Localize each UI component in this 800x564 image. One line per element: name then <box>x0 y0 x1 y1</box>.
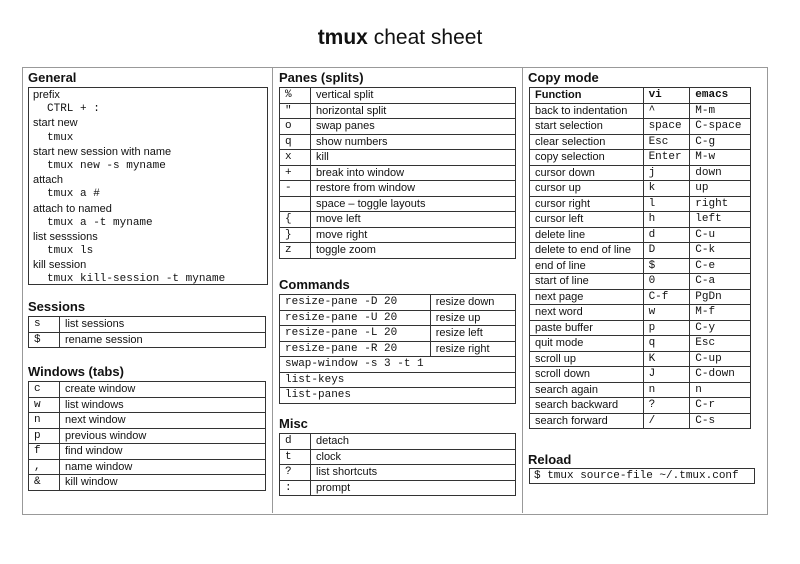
command-cell: resize-pane -D 20 <box>280 295 431 311</box>
general-command: tmux kill-session -t myname <box>47 273 226 286</box>
table-row <box>530 382 751 398</box>
description-cell: resize right <box>430 341 515 357</box>
function-cell: cursor right <box>530 196 644 212</box>
table-row <box>530 165 751 181</box>
table-row <box>280 165 516 181</box>
general-label: prefix <box>33 89 60 101</box>
vi-key-cell: K <box>643 351 690 367</box>
command-cell: list-keys <box>280 372 516 388</box>
table-row <box>530 103 751 119</box>
table-row <box>280 449 516 465</box>
page-title: tmux cheat sheet <box>317 26 483 49</box>
general-box <box>28 87 268 285</box>
vi-key-cell: h <box>643 212 690 228</box>
description-cell: kill window <box>60 475 266 491</box>
key-cell: z <box>280 243 311 259</box>
general-label: attach <box>33 174 63 187</box>
function-cell: cursor left <box>530 212 644 228</box>
general-command: tmux new -s myname <box>47 159 166 172</box>
function-cell: back to indentation <box>530 103 644 119</box>
table-row <box>530 212 751 228</box>
misc-table <box>279 433 516 496</box>
table-row <box>280 434 516 450</box>
description-cell: kill <box>311 150 516 166</box>
table-row <box>29 382 266 398</box>
function-cell: scroll up <box>530 351 644 367</box>
key-cell: c <box>29 382 60 398</box>
description-cell: vertical split <box>311 88 516 104</box>
function-cell: next word <box>530 305 644 321</box>
key-cell: : <box>280 480 311 496</box>
key-cell: + <box>280 165 311 181</box>
function-cell: scroll down <box>530 367 644 383</box>
emacs-key-cell: C-r <box>690 398 751 414</box>
table-row <box>530 258 751 274</box>
vi-key-cell: Esc <box>643 134 690 150</box>
copy-mode-heading: Copy mode <box>528 70 599 85</box>
general-command: tmux a -t myname <box>47 216 153 229</box>
table-row <box>530 413 751 429</box>
table-row <box>29 459 266 475</box>
command-cell: resize-pane -L 20 <box>280 326 431 342</box>
function-cell: copy selection <box>530 150 644 166</box>
vi-key-cell: w <box>643 305 690 321</box>
description-cell: list windows <box>60 397 266 413</box>
panes-table <box>279 87 516 259</box>
function-cell: delete line <box>530 227 644 243</box>
function-cell: search forward <box>530 413 644 429</box>
windows-heading: Windows (tabs) <box>28 364 124 379</box>
general-label: start new <box>33 117 78 130</box>
command-cell: resize-pane -R 20 <box>280 341 431 357</box>
description-cell: name window <box>60 459 266 475</box>
key-cell: % <box>280 88 311 104</box>
description-cell: resize up <box>430 310 515 326</box>
table-row <box>280 119 516 135</box>
general-heading: General <box>28 70 77 85</box>
vi-key-cell: 0 <box>643 274 690 290</box>
key-cell: p <box>29 428 60 444</box>
table-row <box>280 196 516 212</box>
key-cell: ? <box>280 465 311 481</box>
panes-heading: Panes (splits) <box>279 70 364 85</box>
description-cell: horizontal split <box>311 103 516 119</box>
description-cell: restore from window <box>311 181 516 197</box>
description-cell: resize down <box>430 295 515 311</box>
description-cell: resize left <box>430 326 515 342</box>
vi-key-cell: j <box>643 165 690 181</box>
table-row <box>29 413 266 429</box>
emacs-key-cell: C-e <box>690 258 751 274</box>
description-cell: detach <box>311 434 516 450</box>
description-cell: create window <box>60 382 266 398</box>
vi-key-cell: ? <box>643 398 690 414</box>
vi-key-cell: k <box>643 181 690 197</box>
table-row <box>530 367 751 383</box>
emacs-key-cell: right <box>690 196 751 212</box>
function-cell: start of line <box>530 274 644 290</box>
emacs-key-cell: M-f <box>690 305 751 321</box>
description-cell: show numbers <box>311 134 516 150</box>
key-cell: x <box>280 150 311 166</box>
table-row <box>530 336 751 352</box>
table-row <box>530 243 751 259</box>
description-cell: previous window <box>60 428 266 444</box>
vi-key-cell: D <box>643 243 690 259</box>
function-cell: search again <box>530 382 644 398</box>
table-row <box>280 88 516 104</box>
table-row <box>530 305 751 321</box>
description-cell: space – toggle layouts <box>311 196 516 212</box>
function-cell: cursor down <box>530 165 644 181</box>
general-command: tmux <box>47 131 74 144</box>
table-row <box>280 465 516 481</box>
vi-key-cell: n <box>643 382 690 398</box>
emacs-key-cell: C-y <box>690 320 751 336</box>
key-cell: - <box>280 181 311 197</box>
table-row <box>530 134 751 150</box>
emacs-key-cell: C-s <box>690 413 751 429</box>
sessions-heading: Sessions <box>28 299 86 314</box>
vi-key-cell: q <box>643 336 690 352</box>
column-header: Function <box>530 88 644 104</box>
table-row <box>530 274 751 290</box>
column-header: emacs <box>690 88 751 104</box>
table-row <box>280 134 516 150</box>
emacs-key-cell: C-up <box>690 351 751 367</box>
emacs-key-cell: C-g <box>690 134 751 150</box>
key-cell: { <box>280 212 311 228</box>
table-row <box>280 212 516 228</box>
sessions-table <box>28 316 266 348</box>
function-cell: paste buffer <box>530 320 644 336</box>
emacs-key-cell: C-space <box>690 119 751 135</box>
column-divider <box>522 67 523 513</box>
key-cell: $ <box>29 332 60 348</box>
description-cell: move left <box>311 212 516 228</box>
table-row <box>530 150 751 166</box>
table-row <box>280 181 516 197</box>
table-row <box>530 398 751 414</box>
function-cell: quit mode <box>530 336 644 352</box>
vi-key-cell: C-f <box>643 289 690 305</box>
table-row <box>29 397 266 413</box>
command-cell: list-panes <box>280 388 516 404</box>
windows-table <box>28 381 266 491</box>
vi-key-cell: J <box>643 367 690 383</box>
description-cell: swap panes <box>311 119 516 135</box>
key-cell: d <box>280 434 311 450</box>
general-command: tmux a # <box>47 188 100 201</box>
emacs-key-cell: C-u <box>690 227 751 243</box>
table-row <box>280 388 516 404</box>
emacs-key-cell: M-m <box>690 103 751 119</box>
table-row <box>530 227 751 243</box>
general-label: kill session <box>33 259 87 272</box>
emacs-key-cell: left <box>690 212 751 228</box>
table-row <box>530 320 751 336</box>
key-cell: n <box>29 413 60 429</box>
vi-key-cell: space <box>643 119 690 135</box>
table-row <box>29 428 266 444</box>
description-cell: list sessions <box>60 317 266 333</box>
table-row <box>280 295 516 311</box>
table-row <box>280 227 516 243</box>
function-cell: cursor up <box>530 181 644 197</box>
vi-key-cell: l <box>643 196 690 212</box>
general-command: tmux ls <box>47 245 94 258</box>
misc-heading: Misc <box>279 416 308 431</box>
table-row <box>280 310 516 326</box>
key-cell: q <box>280 134 311 150</box>
key-cell: f <box>29 444 60 460</box>
emacs-key-cell: up <box>690 181 751 197</box>
key-cell: } <box>280 227 311 243</box>
table-row <box>29 444 266 460</box>
emacs-key-cell: C-k <box>690 243 751 259</box>
copy-mode-table <box>529 87 751 429</box>
function-cell: start selection <box>530 119 644 135</box>
commands-heading: Commands <box>279 277 350 292</box>
table-header-row <box>530 88 751 104</box>
description-cell: rename session <box>60 332 266 348</box>
table-row <box>530 196 751 212</box>
vi-key-cell: d <box>643 227 690 243</box>
table-row <box>530 119 751 135</box>
key-cell: & <box>29 475 60 491</box>
description-cell: prompt <box>311 480 516 496</box>
emacs-key-cell: C-down <box>690 367 751 383</box>
reload-command: $ tmux source-file ~/.tmux.conf <box>529 468 755 484</box>
emacs-key-cell: down <box>690 165 751 181</box>
column-divider <box>272 67 273 513</box>
commands-table <box>279 294 516 404</box>
emacs-key-cell: C-a <box>690 274 751 290</box>
function-cell: search backward <box>530 398 644 414</box>
table-row <box>280 150 516 166</box>
emacs-key-cell: PgDn <box>690 289 751 305</box>
key-cell: " <box>280 103 311 119</box>
function-cell: end of line <box>530 258 644 274</box>
function-cell: delete to end of line <box>530 243 644 259</box>
vi-key-cell: ^ <box>643 103 690 119</box>
vi-key-cell: $ <box>643 258 690 274</box>
emacs-key-cell: n <box>690 382 751 398</box>
reload-heading: Reload <box>528 452 572 467</box>
general-label: list sesssions <box>33 230 98 243</box>
table-row <box>29 317 266 333</box>
table-row <box>530 181 751 197</box>
description-cell: toggle zoom <box>311 243 516 259</box>
table-row <box>280 103 516 119</box>
command-cell: resize-pane -U 20 <box>280 310 431 326</box>
table-row <box>280 372 516 388</box>
general-label: start new session with name <box>33 145 172 158</box>
vi-key-cell: p <box>643 320 690 336</box>
vi-key-cell: Enter <box>643 150 690 166</box>
emacs-key-cell: Esc <box>690 336 751 352</box>
function-cell: clear selection <box>530 134 644 150</box>
description-cell: clock <box>311 449 516 465</box>
table-row <box>280 243 516 259</box>
function-cell: next page <box>530 289 644 305</box>
key-cell: o <box>280 119 311 135</box>
table-row <box>530 289 751 305</box>
table-row <box>280 341 516 357</box>
emacs-key-cell: M-w <box>690 150 751 166</box>
key-cell: t <box>280 449 311 465</box>
table-row <box>280 326 516 342</box>
general-command: CTRL + : <box>47 103 100 116</box>
description-cell: move right <box>311 227 516 243</box>
vi-key-cell: / <box>643 413 690 429</box>
column-header: vi <box>643 88 690 104</box>
description-cell: list shortcuts <box>311 465 516 481</box>
general-label: attach to named <box>33 202 112 215</box>
key-cell: s <box>29 317 60 333</box>
table-row <box>280 480 516 496</box>
description-cell: find window <box>60 444 266 460</box>
table-row <box>530 351 751 367</box>
table-row <box>29 332 266 348</box>
key-cell: w <box>29 397 60 413</box>
key-cell: , <box>29 459 60 475</box>
key-cell <box>280 196 311 212</box>
table-row <box>29 475 266 491</box>
command-cell: swap-window -s 3 -t 1 <box>280 357 516 373</box>
table-row <box>280 357 516 373</box>
description-cell: break into window <box>311 165 516 181</box>
description-cell: next window <box>60 413 266 429</box>
